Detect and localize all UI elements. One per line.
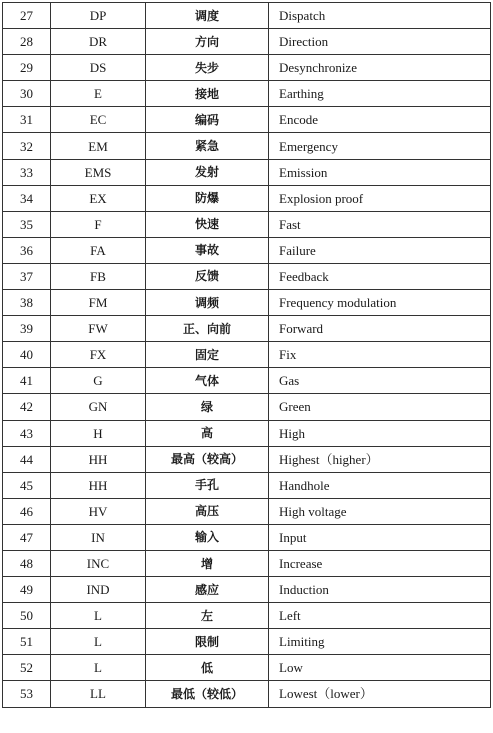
table-row xyxy=(3,498,491,524)
row-number: 51 xyxy=(3,629,51,655)
chinese-term: 感应 xyxy=(146,577,269,603)
abbreviation: FB xyxy=(51,263,146,289)
english-term: High xyxy=(269,420,491,446)
table-row xyxy=(3,394,491,420)
abbreviation: DR xyxy=(51,29,146,55)
row-number: 47 xyxy=(3,524,51,550)
abbreviation: L xyxy=(51,629,146,655)
chinese-term: 失步 xyxy=(146,55,269,81)
table-row xyxy=(3,55,491,81)
table-row xyxy=(3,629,491,655)
row-number: 28 xyxy=(3,29,51,55)
abbreviation: EMS xyxy=(51,159,146,185)
row-number: 34 xyxy=(3,185,51,211)
english-term: Emission xyxy=(269,159,491,185)
english-term: High voltage xyxy=(269,498,491,524)
english-term: Green xyxy=(269,394,491,420)
row-number: 41 xyxy=(3,368,51,394)
english-term: Emergency xyxy=(269,133,491,159)
english-term: Handhole xyxy=(269,472,491,498)
english-term: Forward xyxy=(269,316,491,342)
chinese-term: 最高（较高） xyxy=(146,446,269,472)
row-number: 27 xyxy=(3,3,51,29)
abbreviation: EX xyxy=(51,185,146,211)
table-row xyxy=(3,681,491,707)
abbreviation: LL xyxy=(51,681,146,707)
english-term: Feedback xyxy=(269,263,491,289)
row-number: 36 xyxy=(3,237,51,263)
chinese-term: 调频 xyxy=(146,290,269,316)
table-row xyxy=(3,316,491,342)
abbreviation: IN xyxy=(51,524,146,550)
chinese-term: 绿 xyxy=(146,394,269,420)
chinese-term: 编码 xyxy=(146,107,269,133)
chinese-term: 紧急 xyxy=(146,133,269,159)
table-row xyxy=(3,368,491,394)
chinese-term: 输入 xyxy=(146,524,269,550)
abbreviation: HH xyxy=(51,446,146,472)
abbreviation: H xyxy=(51,420,146,446)
abbreviation: HH xyxy=(51,472,146,498)
row-number: 30 xyxy=(3,81,51,107)
table-row xyxy=(3,472,491,498)
english-term: Low xyxy=(269,655,491,681)
table-row xyxy=(3,290,491,316)
chinese-term: 方向 xyxy=(146,29,269,55)
abbreviation: HV xyxy=(51,498,146,524)
english-term: Highest（higher） xyxy=(269,446,491,472)
abbreviation: IND xyxy=(51,577,146,603)
english-term: Limiting xyxy=(269,629,491,655)
row-number: 49 xyxy=(3,577,51,603)
row-number: 43 xyxy=(3,420,51,446)
chinese-term: 固定 xyxy=(146,342,269,368)
english-term: Input xyxy=(269,524,491,550)
row-number: 35 xyxy=(3,211,51,237)
chinese-term: 调度 xyxy=(146,3,269,29)
english-term: Fast xyxy=(269,211,491,237)
abbreviation: DP xyxy=(51,3,146,29)
table-row xyxy=(3,3,491,29)
row-number: 31 xyxy=(3,107,51,133)
table-row xyxy=(3,211,491,237)
table-row xyxy=(3,185,491,211)
chinese-term: 高 xyxy=(146,420,269,446)
row-number: 38 xyxy=(3,290,51,316)
abbreviation-table xyxy=(2,2,491,708)
table-row xyxy=(3,81,491,107)
row-number: 52 xyxy=(3,655,51,681)
abbreviation: F xyxy=(51,211,146,237)
table-row xyxy=(3,524,491,550)
row-number: 46 xyxy=(3,498,51,524)
english-term: Increase xyxy=(269,550,491,576)
table-row xyxy=(3,603,491,629)
english-term: Failure xyxy=(269,237,491,263)
chinese-term: 事故 xyxy=(146,237,269,263)
chinese-term: 反馈 xyxy=(146,263,269,289)
table-row xyxy=(3,133,491,159)
abbreviation: E xyxy=(51,81,146,107)
table-row xyxy=(3,159,491,185)
chinese-term: 最低（较低） xyxy=(146,681,269,707)
abbreviation: FX xyxy=(51,342,146,368)
row-number: 29 xyxy=(3,55,51,81)
abbreviation: GN xyxy=(51,394,146,420)
row-number: 32 xyxy=(3,133,51,159)
row-number: 48 xyxy=(3,550,51,576)
row-number: 37 xyxy=(3,263,51,289)
english-term: Explosion proof xyxy=(269,185,491,211)
english-term: Frequency modulation xyxy=(269,290,491,316)
row-number: 42 xyxy=(3,394,51,420)
abbreviation: EC xyxy=(51,107,146,133)
table-row xyxy=(3,655,491,681)
chinese-term: 高压 xyxy=(146,498,269,524)
chinese-term: 正、向前 xyxy=(146,316,269,342)
abbreviation: L xyxy=(51,603,146,629)
table-row xyxy=(3,263,491,289)
table-row xyxy=(3,107,491,133)
row-number: 45 xyxy=(3,472,51,498)
table-row xyxy=(3,550,491,576)
english-term: Gas xyxy=(269,368,491,394)
abbreviation: FA xyxy=(51,237,146,263)
chinese-term: 手孔 xyxy=(146,472,269,498)
chinese-term: 发射 xyxy=(146,159,269,185)
english-term: Left xyxy=(269,603,491,629)
table-row xyxy=(3,577,491,603)
row-number: 50 xyxy=(3,603,51,629)
english-term: Direction xyxy=(269,29,491,55)
chinese-term: 快速 xyxy=(146,211,269,237)
english-term: Earthing xyxy=(269,81,491,107)
row-number: 53 xyxy=(3,681,51,707)
chinese-term: 气体 xyxy=(146,368,269,394)
chinese-term: 限制 xyxy=(146,629,269,655)
chinese-term: 左 xyxy=(146,603,269,629)
chinese-term: 防爆 xyxy=(146,185,269,211)
chinese-term: 接地 xyxy=(146,81,269,107)
english-term: Lowest（lower） xyxy=(269,681,491,707)
english-term: Encode xyxy=(269,107,491,133)
english-term: Dispatch xyxy=(269,3,491,29)
abbreviation-table-body xyxy=(3,3,491,708)
abbreviation: INC xyxy=(51,550,146,576)
table-row xyxy=(3,446,491,472)
row-number: 39 xyxy=(3,316,51,342)
table-row xyxy=(3,237,491,263)
table-row xyxy=(3,420,491,446)
chinese-term: 低 xyxy=(146,655,269,681)
table-row xyxy=(3,342,491,368)
row-number: 33 xyxy=(3,159,51,185)
abbreviation: L xyxy=(51,655,146,681)
abbreviation: G xyxy=(51,368,146,394)
abbreviation: DS xyxy=(51,55,146,81)
english-term: Desynchronize xyxy=(269,55,491,81)
english-term: Fix xyxy=(269,342,491,368)
chinese-term: 增 xyxy=(146,550,269,576)
row-number: 44 xyxy=(3,446,51,472)
table-row xyxy=(3,29,491,55)
abbreviation: FM xyxy=(51,290,146,316)
row-number: 40 xyxy=(3,342,51,368)
english-term: Induction xyxy=(269,577,491,603)
abbreviation: FW xyxy=(51,316,146,342)
abbreviation: EM xyxy=(51,133,146,159)
